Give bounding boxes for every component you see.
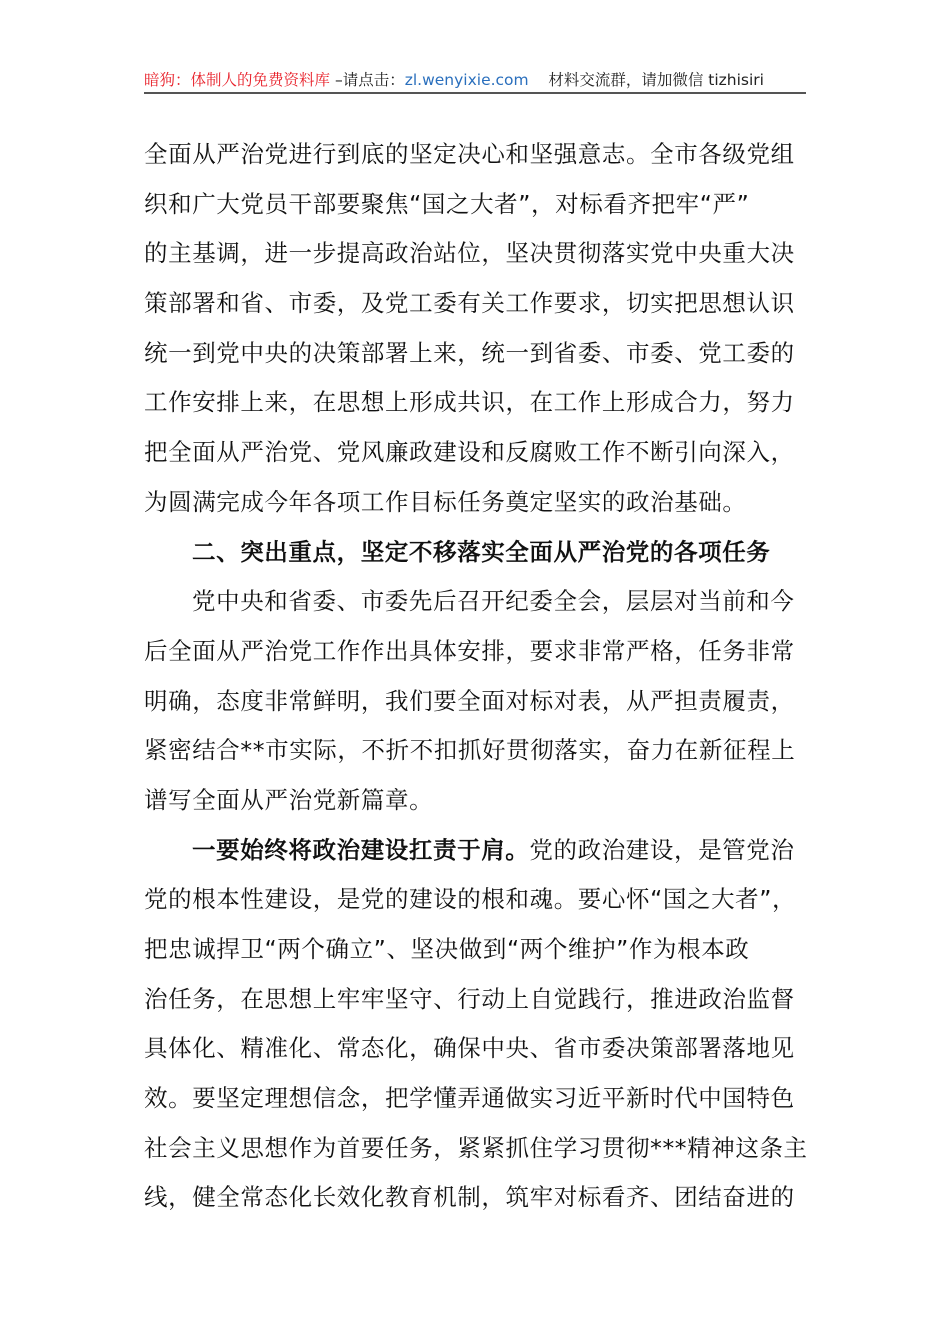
bold-lead: 一要始终将政治建设扛责于肩。 [192,835,530,864]
paragraph-line [144,677,814,727]
paragraph-line [144,229,814,279]
line-text: 紧密结合**市实际，不折不扣抓好贯彻落实，奋力在新征程上 [144,736,796,765]
paragraph-line [144,1173,814,1223]
line-text: 把全面从严治党、党风廉政建设和反腐败工作不断引向深入， [144,438,795,467]
document-body [144,130,814,1223]
line-text: 工作安排上来，在思想上形成共识，在工作上形成合力，努力 [144,388,795,417]
paragraph-line [144,478,814,528]
header-link[interactable]: zl.wenyixie.com [404,71,529,89]
header-prompt: –请点击： [330,71,405,89]
line-text: 策部署和省、市委，及党工委有关工作要求，切实把思想认识 [144,289,795,318]
paragraph-line [144,180,814,230]
line-text: 具体化、精准化、常态化，确保中央、省市委决策部署落地见 [144,1034,795,1063]
line-text: 明确，态度非常鲜明，我们要全面对标对表，从严担责履责， [144,686,795,715]
paragraph-line [144,776,814,826]
paragraph-line [144,378,814,428]
paragraph-line [144,627,814,677]
paragraph-line [144,925,814,975]
line-text: 党的政治建设，是管党治 [529,835,795,864]
paragraph-line [144,428,814,478]
section-heading [144,528,814,578]
line-text: 的主基调，进一步提高政治站位，坚决贯彻落实党中央重大决 [144,239,795,268]
paragraph-line [144,826,814,876]
line-text: 线，健全常态化长效化教育机制，筑牢对标看齐、团结奋进的 [144,1183,795,1212]
line-text: 谱写全面从严治党新篇章。 [144,785,434,814]
line-text: 后全面从严治党工作作出具体安排，要求非常严格，任务非常 [144,636,795,665]
line-text: 为圆满完成今年各项工作目标任务奠定坚实的政治基础。 [144,487,747,516]
line-text: 全面从严治党进行到底的坚定决心和坚强意志。全市各级党组 [144,140,795,168]
line-text: 效。要坚定理想信念，把学懂弄通做实习近平新时代中国特色 [144,1084,795,1113]
paragraph-line [144,1124,814,1174]
line-text: 社会主义思想作为首要任务，紧紧抓住学习贯彻***精神这条主 [144,1133,808,1162]
paragraph-line [144,726,814,776]
line-text: 党中央和省委、市委先后召开纪委全会，层层对当前和今 [192,587,795,616]
paragraph-line [144,875,814,925]
line-text: 统一到党中央的决策部署上来，统一到省委、市委、党工委的 [144,338,795,367]
paragraph-line [144,1074,814,1124]
line-text: 党的根本性建设，是党的建设的根和魂。要心怀“国之大者”， [144,885,797,914]
line-text: 治任务，在思想上牢牢坚守、行动上自觉践行，推进政治监督 [144,984,795,1013]
paragraph-line [144,279,814,329]
line-text: 织和广大党员干部要聚焦“国之大者”，对标看齐把牢“严” [144,189,750,218]
line-text: 把忠诚捍卫“两个确立”、坚决做到“两个维护”作为根本政 [144,935,750,963]
paragraph-line [144,329,814,379]
header-divider [144,92,806,94]
paragraph-line [144,1024,814,1074]
header-contact: 材料交流群，请加微信 tizhisiri [528,71,764,89]
page-header [144,68,806,90]
paragraph-line [144,130,814,180]
paragraph-line [144,975,814,1025]
line-text: 二、突出重点，坚定不移落实全面从严治党的各项任务 [192,537,771,566]
header-title: 暗狗：体制人的免费资料库 [144,71,331,89]
paragraph-line [144,577,814,627]
